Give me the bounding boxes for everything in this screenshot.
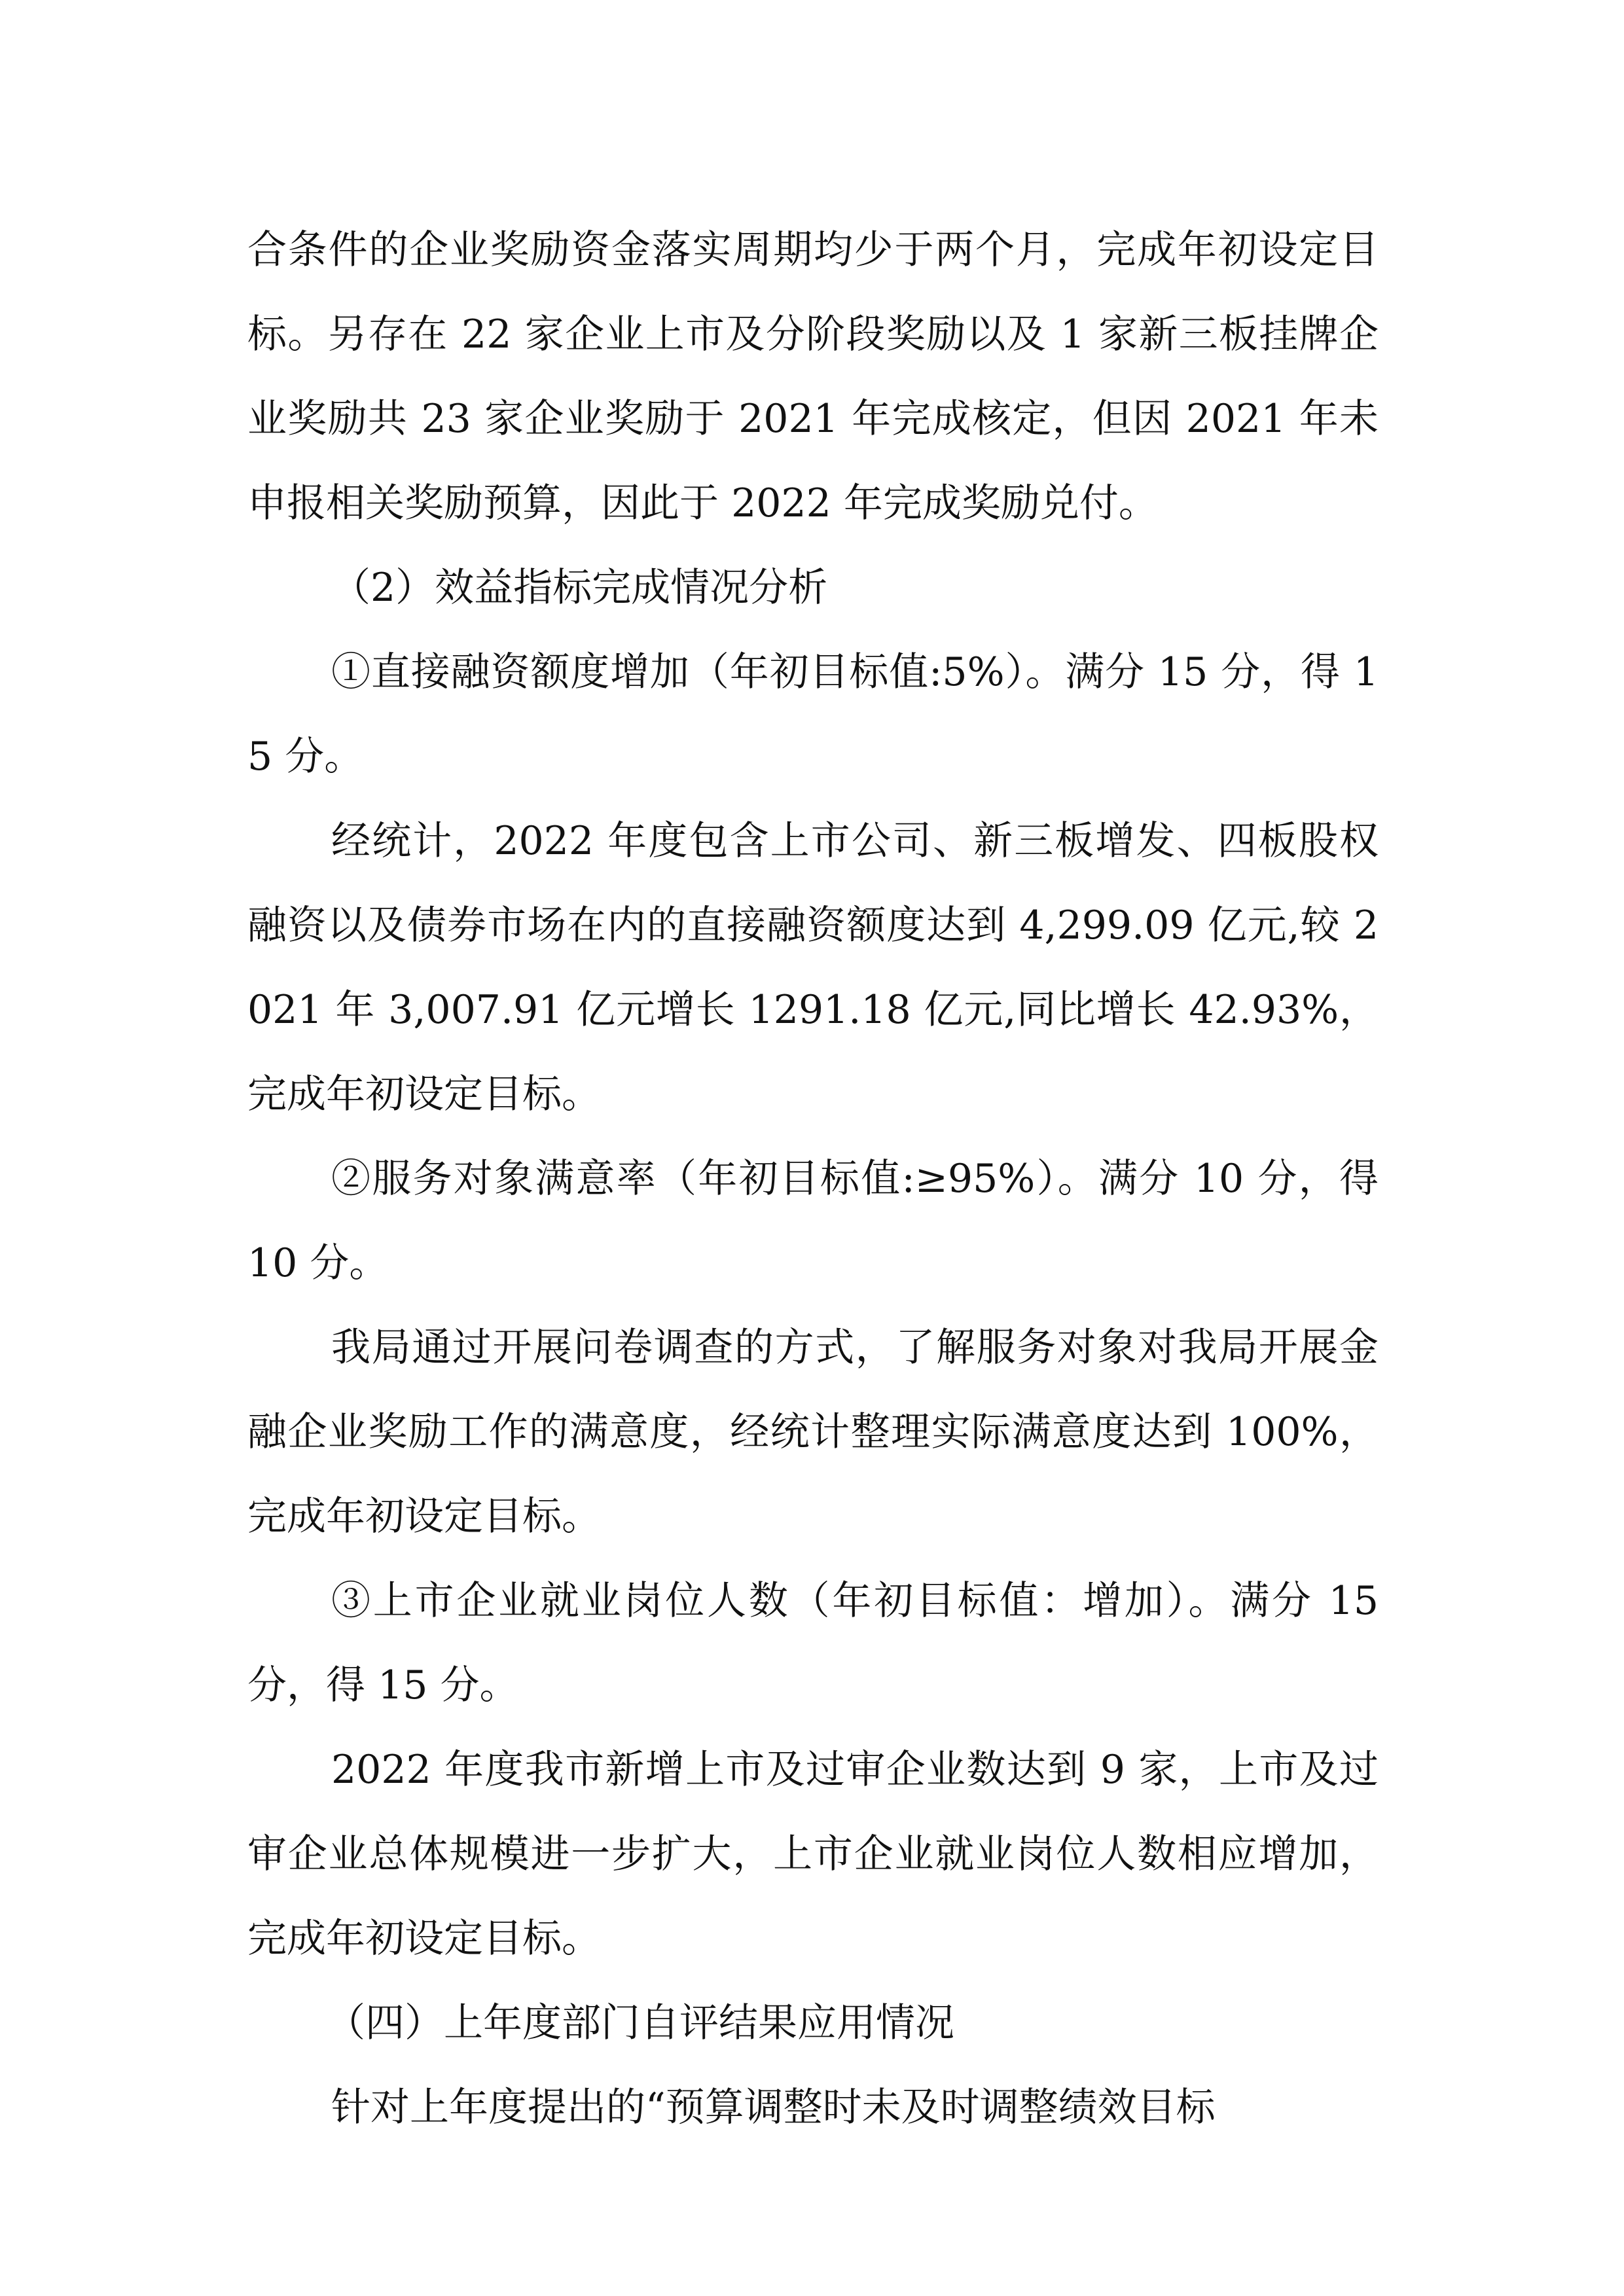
indicator-direct-financing: ①直接融资额度增加（年初目标值:5%）。满分 15 分，得 15 分。 <box>247 649 1379 780</box>
paragraph-reward-funds: 合条件的企业奖励资金落实周期均少于两个月，完成年初设定目标。另存在 22 家企业上市及分阶段奖励以及 1 家新三板挂牌企业奖励共 23 家企业奖励于 2021 年完成核定，但因 2021 年未申报相关奖励预算，因此于 2022 年完成奖励兑付。 <box>247 227 1379 526</box>
section-heading-benefit-indicators: （2）效益指标完成情况分析 <box>331 565 828 611</box>
indicator-employment-positions: ③上市企业就业岗位人数（年初目标值：增加）。满分 15 分，得 15 分。 <box>247 1578 1379 1708</box>
paragraph-direct-financing-stats: 经统计，2022 年度包含上市公司、新三板增发、四板股权融资以及债券市场在内的直接融资额度达到 4,299.09 亿元,较 2021 年 3,007.91 亿元增长 1291.18 亿元,同比增长 42.93%，完成年初设定目标。 <box>247 818 1379 1117</box>
paragraph-new-listed-companies: 2022 年度我市新增上市及过审企业数达到 9 家，上市及过审企业总体规模进一步扩大，上市企业就业岗位人数相应增加，完成年初设定目标。 <box>247 1747 1379 1962</box>
paragraph-satisfaction-survey: 我局通过开展问卷调查的方式，了解服务对象对我局开展金融企业奖励工作的满意度，经统计整理实际满意度达到 100%，完成年初设定目标。 <box>247 1325 1379 1539</box>
indicator-satisfaction-rate: ②服务对象满意率（年初目标值:≥95%）。满分 10 分，得 10 分。 <box>247 1156 1379 1286</box>
document-body <box>247 208 1379 2150</box>
paragraph-prior-year-issue: 针对上年度提出的“预算调整时未及时调整绩效目标 <box>331 2085 1216 2130</box>
section-heading-prior-year-evaluation: （四）上年度部门自评结果应用情况 <box>326 2000 954 2046</box>
